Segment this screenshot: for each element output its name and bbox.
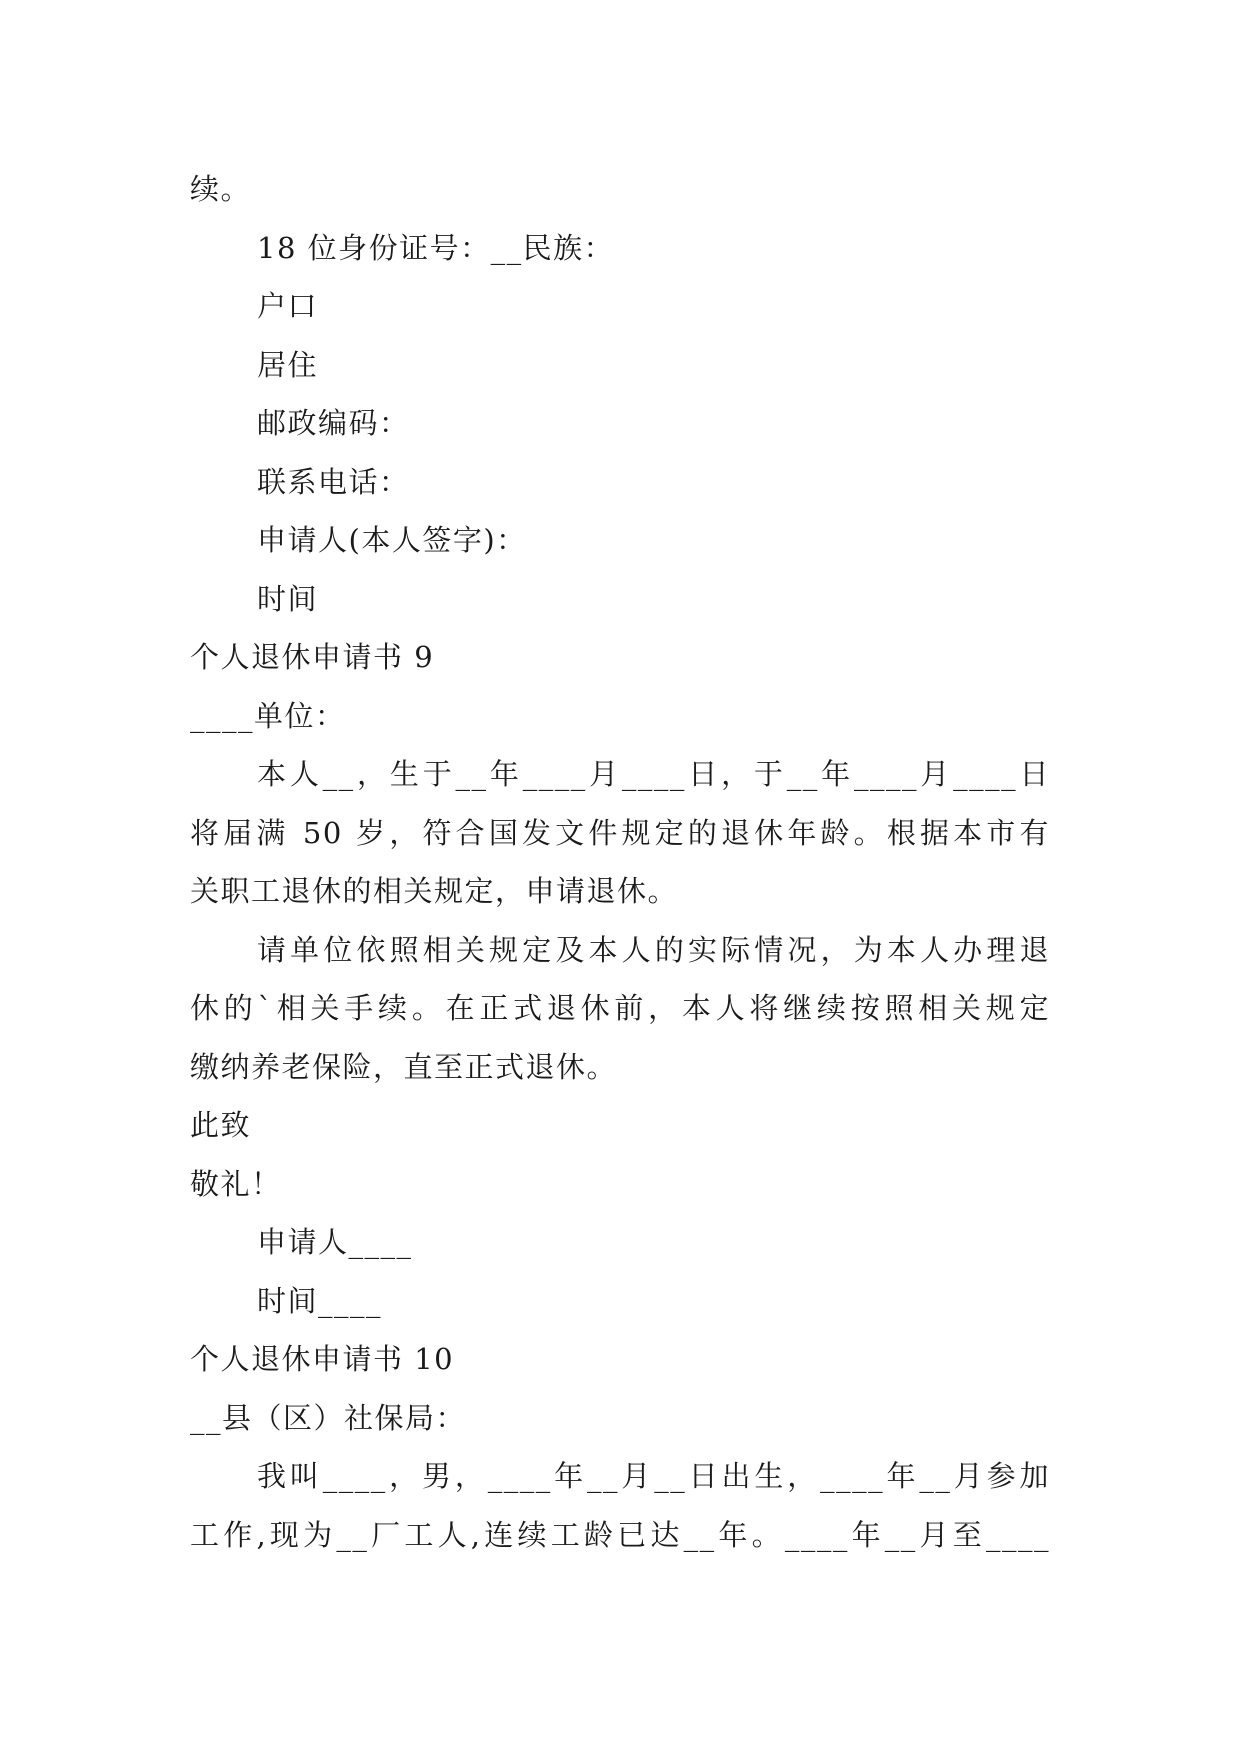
household-line: 户口 [257, 289, 319, 323]
phone-line: 联系电话： [257, 464, 410, 499]
addressee-line: ____单位： [190, 698, 346, 733]
document-page [190, 160, 1050, 1564]
time-line: 时间 [257, 581, 319, 616]
paragraph-line: 请单位依照相关规定及本人的实际情况，为本人办理退 [257, 932, 1050, 967]
paragraph-line: 本人__，生于__年____月____日，于__年____月____日 [257, 757, 1050, 791]
id-number-line: 18 位身份证号：__民族： [257, 230, 615, 265]
closing-line: 此致 [190, 1108, 252, 1142]
time-line: 时间____ [257, 1283, 383, 1318]
applicant-line: 申请人____ [257, 1225, 413, 1259]
residence-line: 居住 [257, 347, 319, 382]
paragraph-line: 工作,现为__厂工人,连续工龄已达__年。____年__月至____ [190, 1517, 1050, 1552]
paragraph-line: 我叫____，男，____年__月__日出生，____年__月参加 [257, 1459, 1050, 1493]
paragraph-line: 关职工退休的相关规定，申请退休。 [190, 874, 679, 908]
paragraph-line: 休的`相关手续。在正式退休前，本人将继续按照相关规定 [190, 991, 1050, 1025]
postal-code-line: 邮政编码： [257, 406, 410, 440]
section-title-10: 个人退休申请书 10 [190, 1342, 455, 1376]
paragraph-line: 将届满 50 岁，符合国发文件规定的退休年龄。根据本市有 [190, 815, 1050, 850]
paragraph-line: 缴纳养老保险，直至正式退休。 [190, 1049, 618, 1084]
section-title-9: 个人退休申请书 9 [190, 640, 435, 674]
addressee-line: __县（区）社保局： [190, 1400, 467, 1435]
text-line: 续。 [190, 172, 252, 206]
salutation-line: 敬礼！ [190, 1166, 282, 1201]
applicant-signature-line: 申请人(本人签字)： [257, 523, 527, 557]
